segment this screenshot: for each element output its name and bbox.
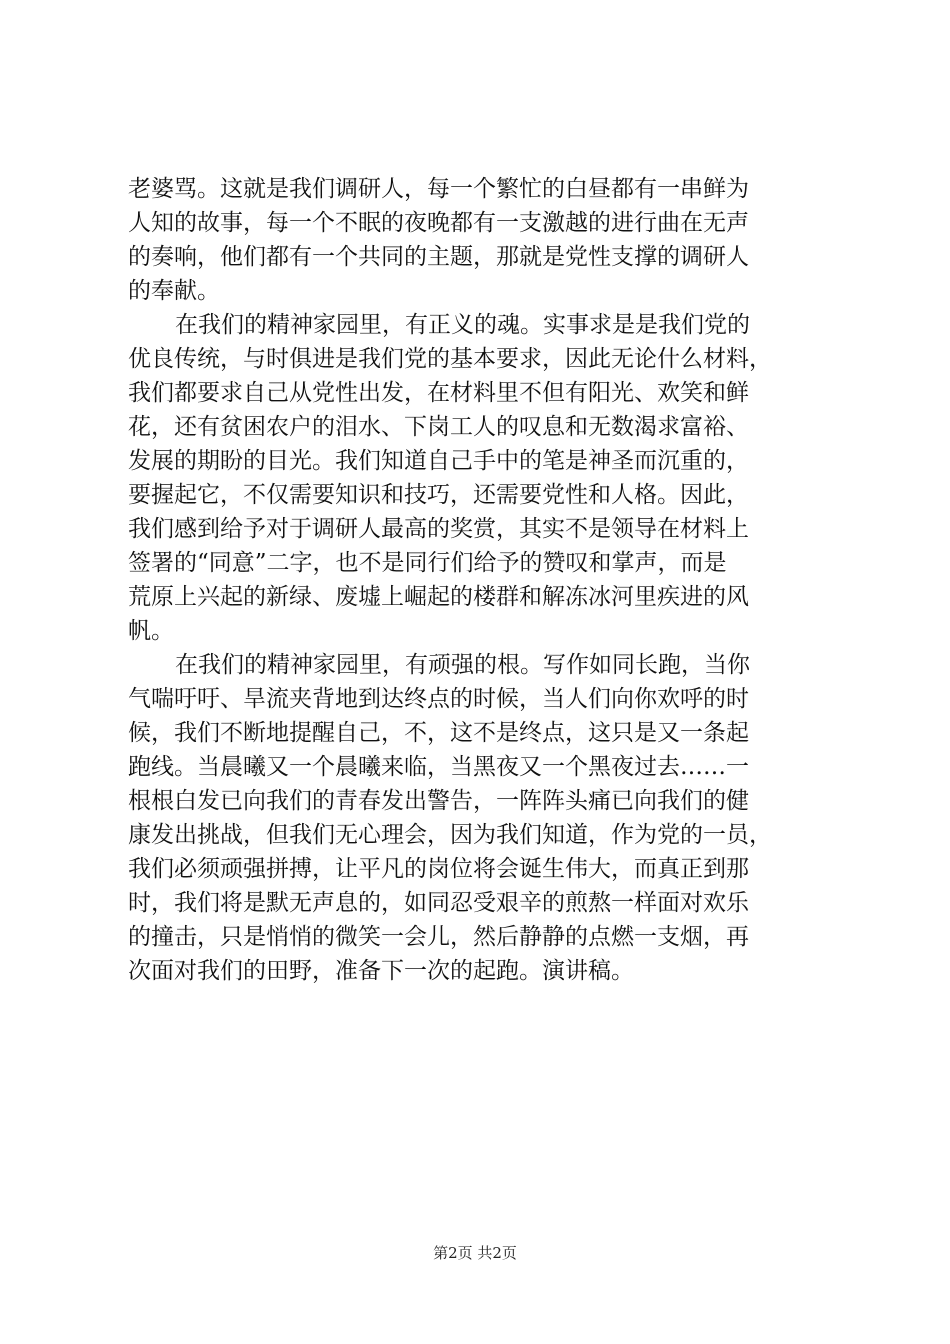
text-line: 发展的期盼的目光。我们知道自己手中的笔是神圣而沉重的， xyxy=(128,448,749,474)
text-line: 我们都要求自己从党性出发，在材料里不但有阳光、欢笑和鲜 xyxy=(128,380,749,406)
paragraph-first-line: 在我们的精神家园里，有顽强的根。写作如同长跑，当你 xyxy=(175,652,750,678)
text-line: 要握起它，不仅需要知识和技巧，还需要党性和人格。因此， xyxy=(128,482,749,508)
text-line: 签署的“同意”二字，也不是同行们给予的赞叹和掌声，而是 xyxy=(128,550,727,576)
text-line: 的奏响，他们都有一个共同的主题，那就是党性支撑的调研人 xyxy=(128,244,749,270)
text-line: 跑线。当晨曦又一个晨曦来临，当黑夜又一个黑夜过去……一 xyxy=(128,754,749,780)
text-line: 时，我们将是默无声息的，如同忍受艰辛的煎熬一样面对欢乐 xyxy=(128,890,749,916)
text-line: 气喘吁吁、旱流夹背地到达终点的时候，当人们向你欢呼的时 xyxy=(128,686,749,712)
text-line: 老婆骂。这就是我们调研人，每一个繁忙的白昼都有一串鲜为 xyxy=(128,176,749,202)
paragraph-first-line: 在我们的精神家园里，有正义的魂。实事求是是我们党的 xyxy=(175,312,750,338)
text-line: 候，我们不断地提醒自己，不，这不是终点，这只是又一条起 xyxy=(128,720,749,746)
text-line: 次面对我们的田野，准备下一次的起跑。演讲稿。 xyxy=(128,958,634,984)
text-line: 帆。 xyxy=(128,618,174,644)
text-line: 康发出挑战，但我们无心理会，因为我们知道，作为党的一员， xyxy=(128,822,772,848)
text-line: 我们感到给予对于调研人最高的奖赏，其实不是领导在材料上 xyxy=(128,516,749,542)
text-line: 人知的故事，每一个不眠的夜晚都有一支激越的进行曲在无声 xyxy=(128,210,749,236)
text-line: 的奉献。 xyxy=(128,278,220,304)
text-line: 的撞击，只是悄悄的微笑一会儿，然后静静的点燃一支烟，再 xyxy=(128,924,749,950)
text-line: 花，还有贫困农户的泪水、下岗工人的叹息和无数渴求富裕、 xyxy=(128,414,749,440)
text-line: 优良传统，与时俱进是我们党的基本要求，因此无论什么材料， xyxy=(128,346,772,372)
page-number-footer: 第2页 共2页 xyxy=(433,1244,517,1262)
text-line: 荒原上兴起的新绿、废墟上崛起的楼群和解冻冰河里疾进的风 xyxy=(128,584,749,610)
document-body xyxy=(128,172,822,988)
text-line: 根根白发已向我们的青春发出警告，一阵阵头痛已向我们的健 xyxy=(128,788,749,814)
text-line: 我们必须顽强拼搏，让平凡的岗位将会诞生伟大，而真正到那 xyxy=(128,856,749,882)
